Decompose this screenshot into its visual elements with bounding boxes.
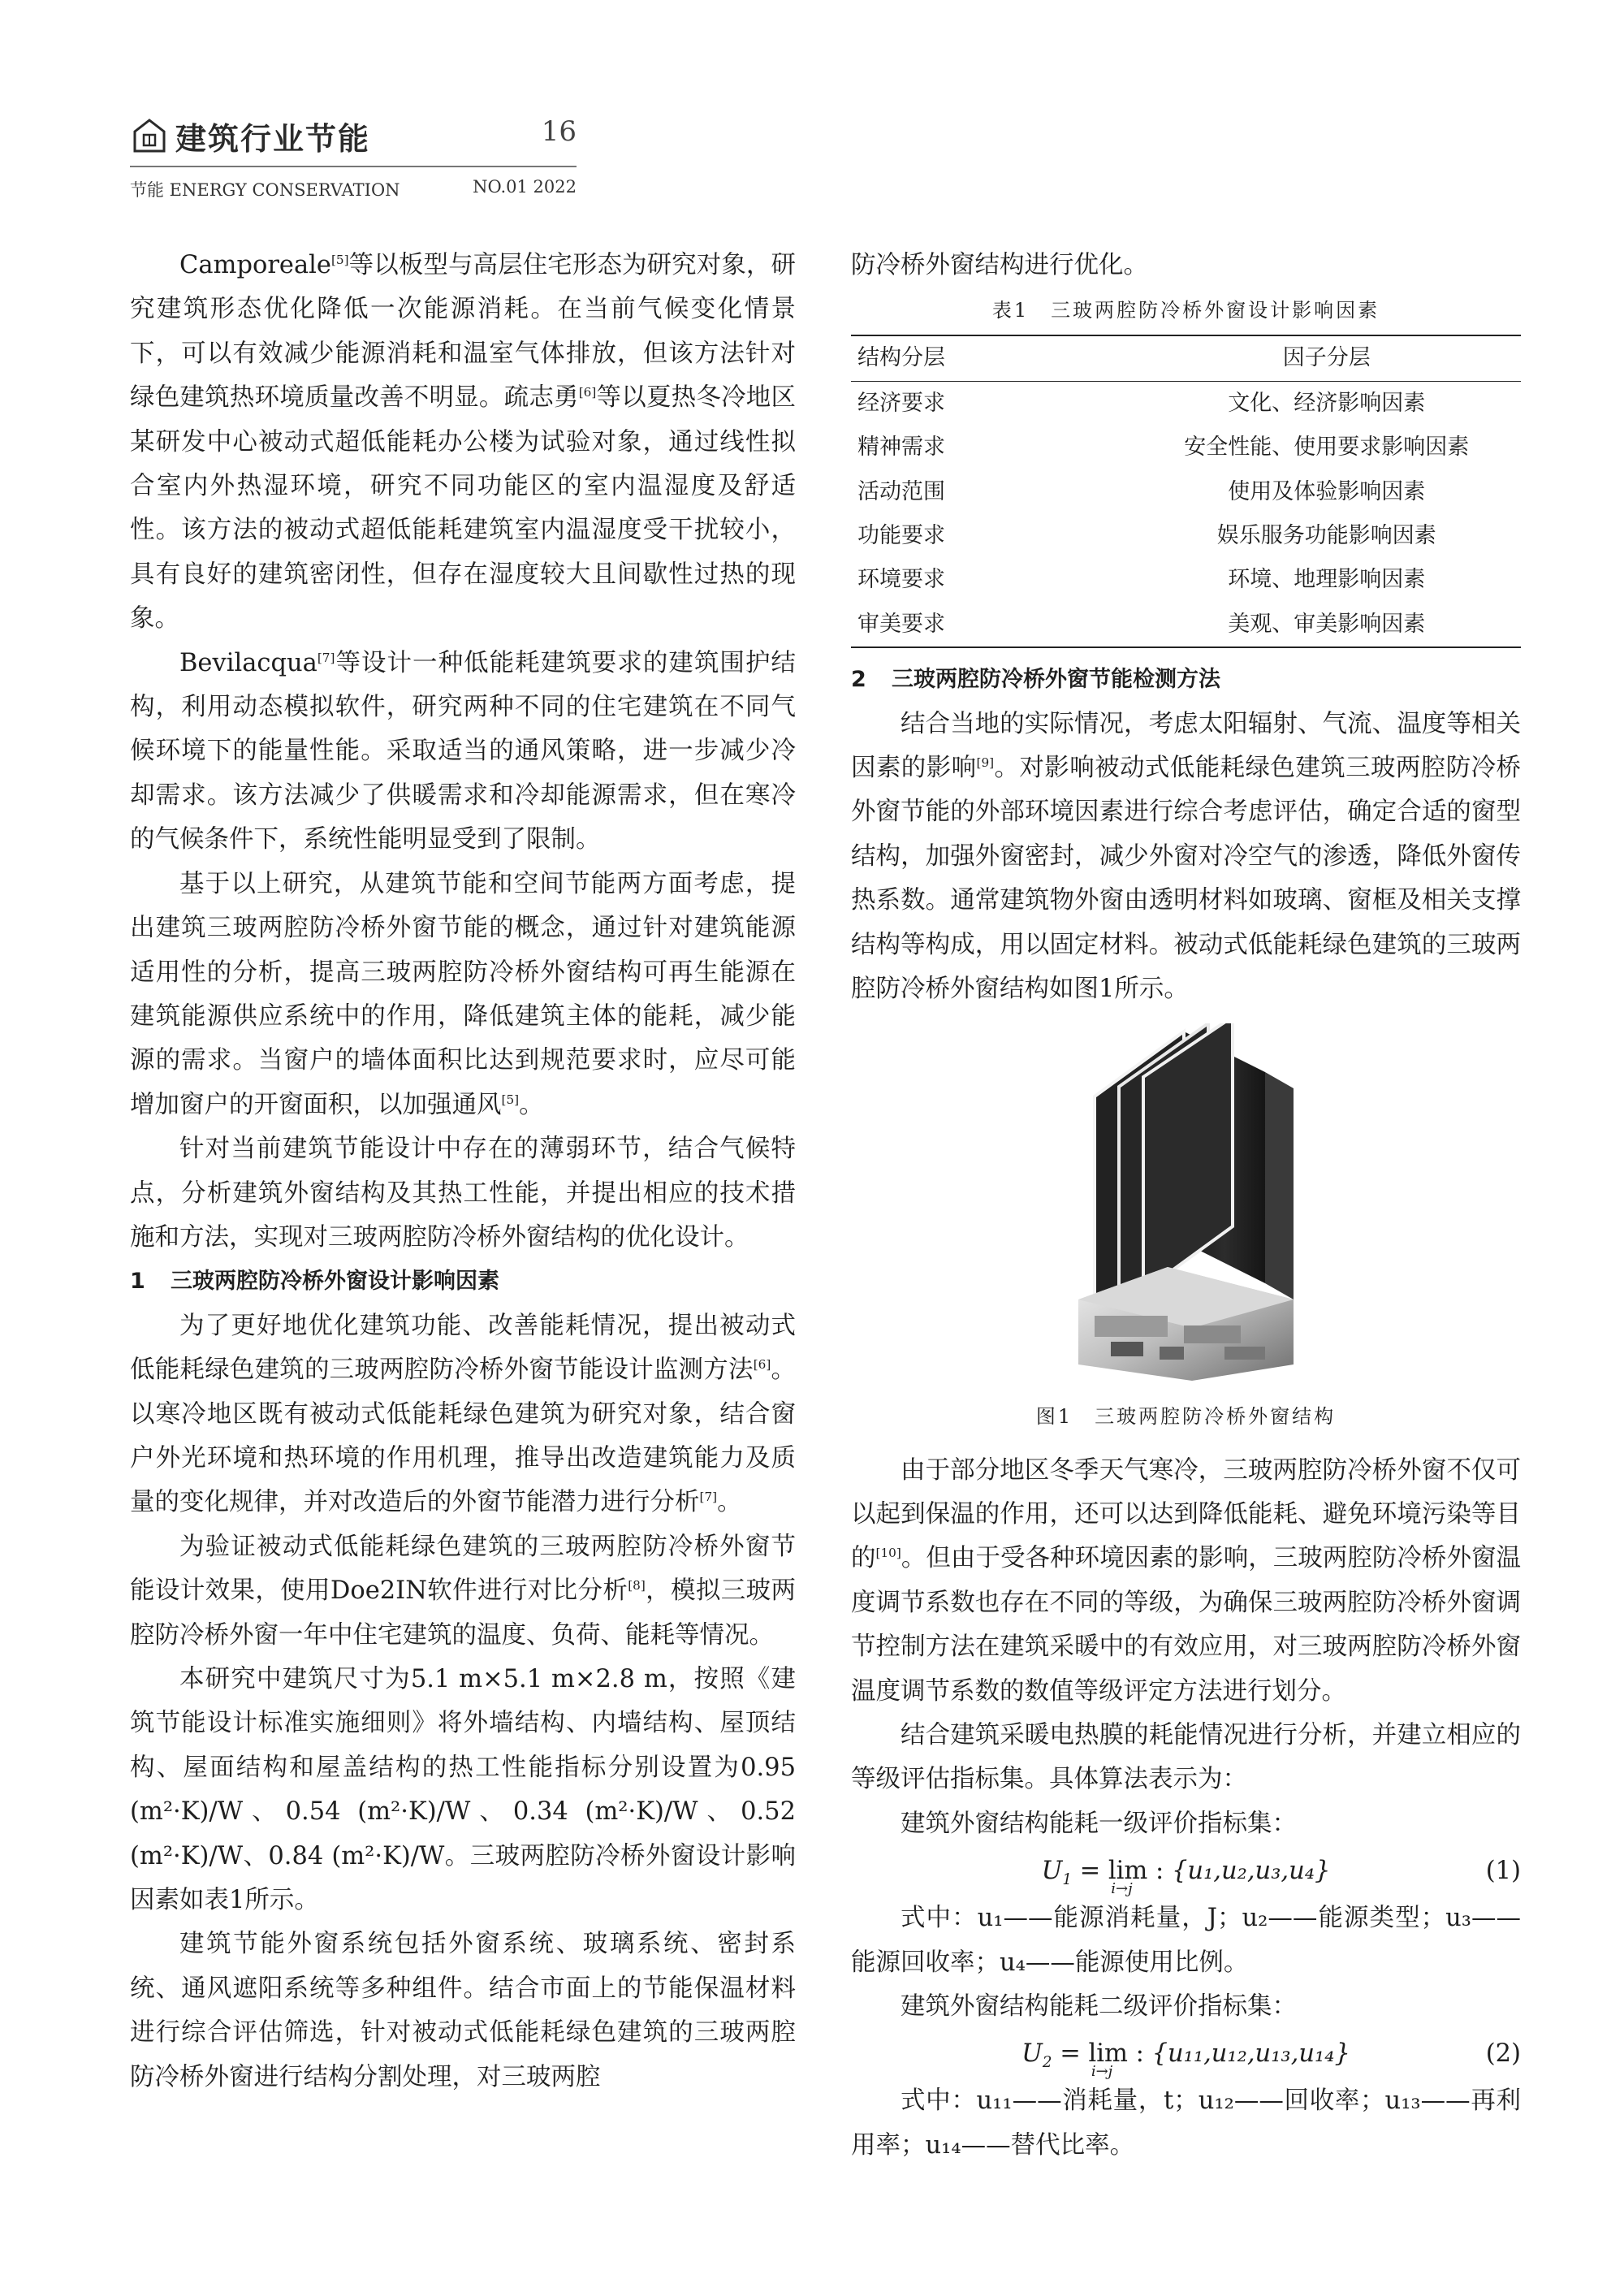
table-cell: 精神需求 <box>857 435 945 461</box>
section-heading: 2 三玻两腔防冷桥外窗节能检测方法 <box>851 667 1220 693</box>
column-header: 因子分层 <box>1133 335 1522 381</box>
paragraph: 本研究中建筑尺寸为5.1 m×5.1 m×2.8 m，按照《建筑节能设计标准实施细则》将外墙结构、内墙结构、屋顶结构、屋面结构和屋盖结构的热工性能指标分别设置为0.95 (m²·K)/W、0.54 (m²·K)/W、0.34 (m²·K)/W、0.52 (m²·K)/W、0.84 (m²·K)/W。三玻两腔防冷桥外窗设计影响因素如表1所示。 <box>130 1665 796 1915</box>
paragraph: 结合当地的实际情况，考虑太阳辐射、气流、温度等相关因素的影响[9]。对影响被动式低能耗绿色建筑三玻两腔防冷桥外窗节能的外部环境因素进行综合考虑评估，确定合适的窗型结构，加强外窗密封，减少外窗对冷空气的渗透，降低外窗传热系数。通常建筑物外窗由透明材料如玻璃、窗框及相关支撑结构等构成，用以固定材料。被动式低能耗绿色建筑的三玻两腔防冷桥外窗结构如图1所示。 <box>851 709 1522 1004</box>
equation-number: (1) <box>1485 1857 1521 1886</box>
table-cell: 娱乐服务功能影响因素 <box>1216 523 1436 549</box>
table-cell: 功能要求 <box>857 523 945 549</box>
equation-2: $U_2 = \lim$ : i→j {u₁₁,u₁₂,u₁₃,u₁₄} (2) <box>851 2029 1521 2079</box>
issue-number: NO.01 2022 <box>473 177 577 197</box>
table-cell: 活动范围 <box>857 478 945 504</box>
paragraph: 建筑节能外窗系统包括外窗系统、玻璃系统、密封系统、通风遮阳系统等多种组件。结合市面上的节能保温材料进行综合评估筛选，针对被动式低能耗绿色建筑的三玻两腔防冷桥外窗进行结构分割处理，对三玻两腔 <box>130 1930 796 2091</box>
table-cell: 环境、地理影响因素 <box>1228 567 1426 593</box>
journal-subtitle: 节能 ENERGY CONSERVATION <box>130 180 400 200</box>
column-header: 结构分层 <box>851 335 1133 381</box>
citation: [7] <box>699 1490 718 1505</box>
paragraph: 建筑外窗结构能耗一级评价指标集： <box>901 1809 1297 1838</box>
paragraph: Bevilacqua[7]等设计一种低能耗建筑要求的建筑围护结构，利用动态模拟软件，研究两种不同的住宅建筑在不同气候环境下的能量性能。采取适当的通风策略，进一步减少冷却需求。该方法减少了供暖需求和冷却能源需求，但在寒冷的气候条件下，系统性能明显受到了限制。 <box>130 648 796 854</box>
table-cell: 安全性能、使用要求影响因素 <box>1184 435 1470 461</box>
section-heading: 1 三玻两腔防冷桥外窗设计影响因素 <box>130 1269 499 1295</box>
figure-caption: 图1 三玻两腔防冷桥外窗结构 <box>1035 1404 1337 1428</box>
paragraph: 针对当前建筑节能设计中存在的薄弱环节，结合气候特点，分析建筑外窗结构及其热工性能，并提出相应的技术措施和方法，实现对三玻两腔防冷桥外窗结构的优化设计。 <box>130 1135 796 1252</box>
paragraph: 由于部分地区冬季天气寒冷，三玻两腔防冷桥外窗不仅可以起到保温的作用，还可以达到降低能耗、避免环境污染等目的[10]。但由于受各种环境因素的影响，三玻两腔防冷桥外窗温度调节系数也存在不同的等级，为确保三玻两腔防冷桥外窗调节控制方法在建筑采暖中的有效应用，对三玻两腔防冷桥外窗温度调节系数的数值等级评定方法进行划分。 <box>851 1455 1522 1706</box>
table-row <box>851 558 1521 602</box>
citation: [6] <box>753 1357 771 1372</box>
paragraph: 为验证被动式低能耗绿色建筑的三玻两腔防冷桥外窗节能设计效果，使用Doe2IN软件进行对比分析[8]，模拟三玻两腔防冷桥外窗一年中住宅建筑的温度、负荷、能耗等情况。 <box>130 1532 796 1650</box>
table-cell: 经济要求 <box>857 390 945 416</box>
table-cell: 美观、审美影响因素 <box>1133 603 1522 647</box>
paragraph: 基于以上研究，从建筑节能和空间节能两方面考虑，提出建筑三玻两腔防冷桥外窗节能的概念，通过针对建筑能源适用性的分析，提高三玻两腔防冷桥外窗结构可再生能源在建筑能源供应系统中的作用，降低建筑主体的能耗，减少能源的需求。当窗户的墙体面积比达到规范要求时，应尽可能增加窗户的开窗面积，以加强通风[5]。 <box>130 869 796 1119</box>
table-cell: 文化、经济影响因素 <box>1228 390 1426 416</box>
factor-table <box>851 335 1521 648</box>
citation: [6] <box>578 385 597 400</box>
table-row <box>851 470 1521 514</box>
page-header <box>130 107 577 200</box>
paragraph: Camporeale[5]等以板型与高层住宅形态为研究对象，研究建筑形态优化降低一次能源消耗。在当前气候变化情景下，可以有效减少能源消耗和温室气体排放，但该方法针对绿色建筑热环境质量改善不明显。疏志勇[6]等以夏热冬冷地区某研发中心被动式超低能耗办公楼为试验对象，通过线性拟合室内外热湿环境，研究不同功能区的室内温湿度及舒适性。该方法的被动式超低能耗建筑室内温湿度受干扰较小，具有良好的建筑密闭性，但存在湿度较大且间歇性过热的现象。 <box>130 251 797 634</box>
paragraph: 建筑外窗结构能耗二级评价指标集： <box>901 1991 1297 2021</box>
citation: [10] <box>875 1546 901 1561</box>
citation: [7] <box>317 650 335 665</box>
table-caption: 表1 三玻两腔防冷桥外窗设计影响因素 <box>991 299 1380 322</box>
right-column <box>851 244 1521 2168</box>
citation: [9] <box>976 755 995 770</box>
journal-title: 建筑行业节能 <box>175 121 371 157</box>
table-row <box>851 381 1521 426</box>
citation: [5] <box>501 1092 520 1107</box>
header-rule <box>130 166 577 167</box>
window-profile-figure <box>851 1023 1521 1397</box>
paragraph: 式中：u₁——能源消耗量，J；u₂——能源类型；u₃——能源回收率；u₄——能源使用比例。 <box>851 1904 1521 1977</box>
left-column <box>130 244 796 2100</box>
table-row <box>851 426 1521 469</box>
equation-number: (2) <box>1485 2039 1521 2069</box>
equation-1: $U_1 = \lim$ : i→j {u₁,u₂,u₃,u₄} (1) <box>851 1846 1521 1896</box>
paragraph: 为了更好地优化建筑功能、改善能耗情况，提出被动式低能耗绿色建筑的三玻两腔防冷桥外窗节能设计监测方法[6]。以寒冷地区既有被动式低能耗绿色建筑为研究对象，结合窗户外光环境和热环境的作用机理，推导出改造建筑能力及质量的变化规律，并对改造后的外窗节能潜力进行分析[7]。 <box>130 1311 797 1517</box>
citation: [8] <box>628 1578 646 1594</box>
triple-glazed-window-image <box>1062 1023 1306 1381</box>
paragraph: 结合建筑采暖电热膜的耗能情况进行分析，并建立相应的等级评估指标集。具体算法表示为： <box>851 1720 1521 1794</box>
paragraph: 防冷桥外窗结构进行优化。 <box>851 251 1148 279</box>
paragraph: 式中：u₁₁——消耗量，t；u₁₂——回收率；u₁₃——再利用率；u₁₄——替代比率。 <box>851 2087 1521 2160</box>
page-number: 16 <box>541 115 577 148</box>
table-row <box>851 603 1521 647</box>
table-cell: 审美要求 <box>851 603 1133 647</box>
table-row <box>851 514 1521 558</box>
building-logo-icon <box>133 119 166 153</box>
citation: [5] <box>330 252 349 267</box>
table-cell: 使用及体验影响因素 <box>1228 478 1426 504</box>
table-cell: 环境要求 <box>857 567 945 593</box>
table-header-row <box>851 335 1521 381</box>
